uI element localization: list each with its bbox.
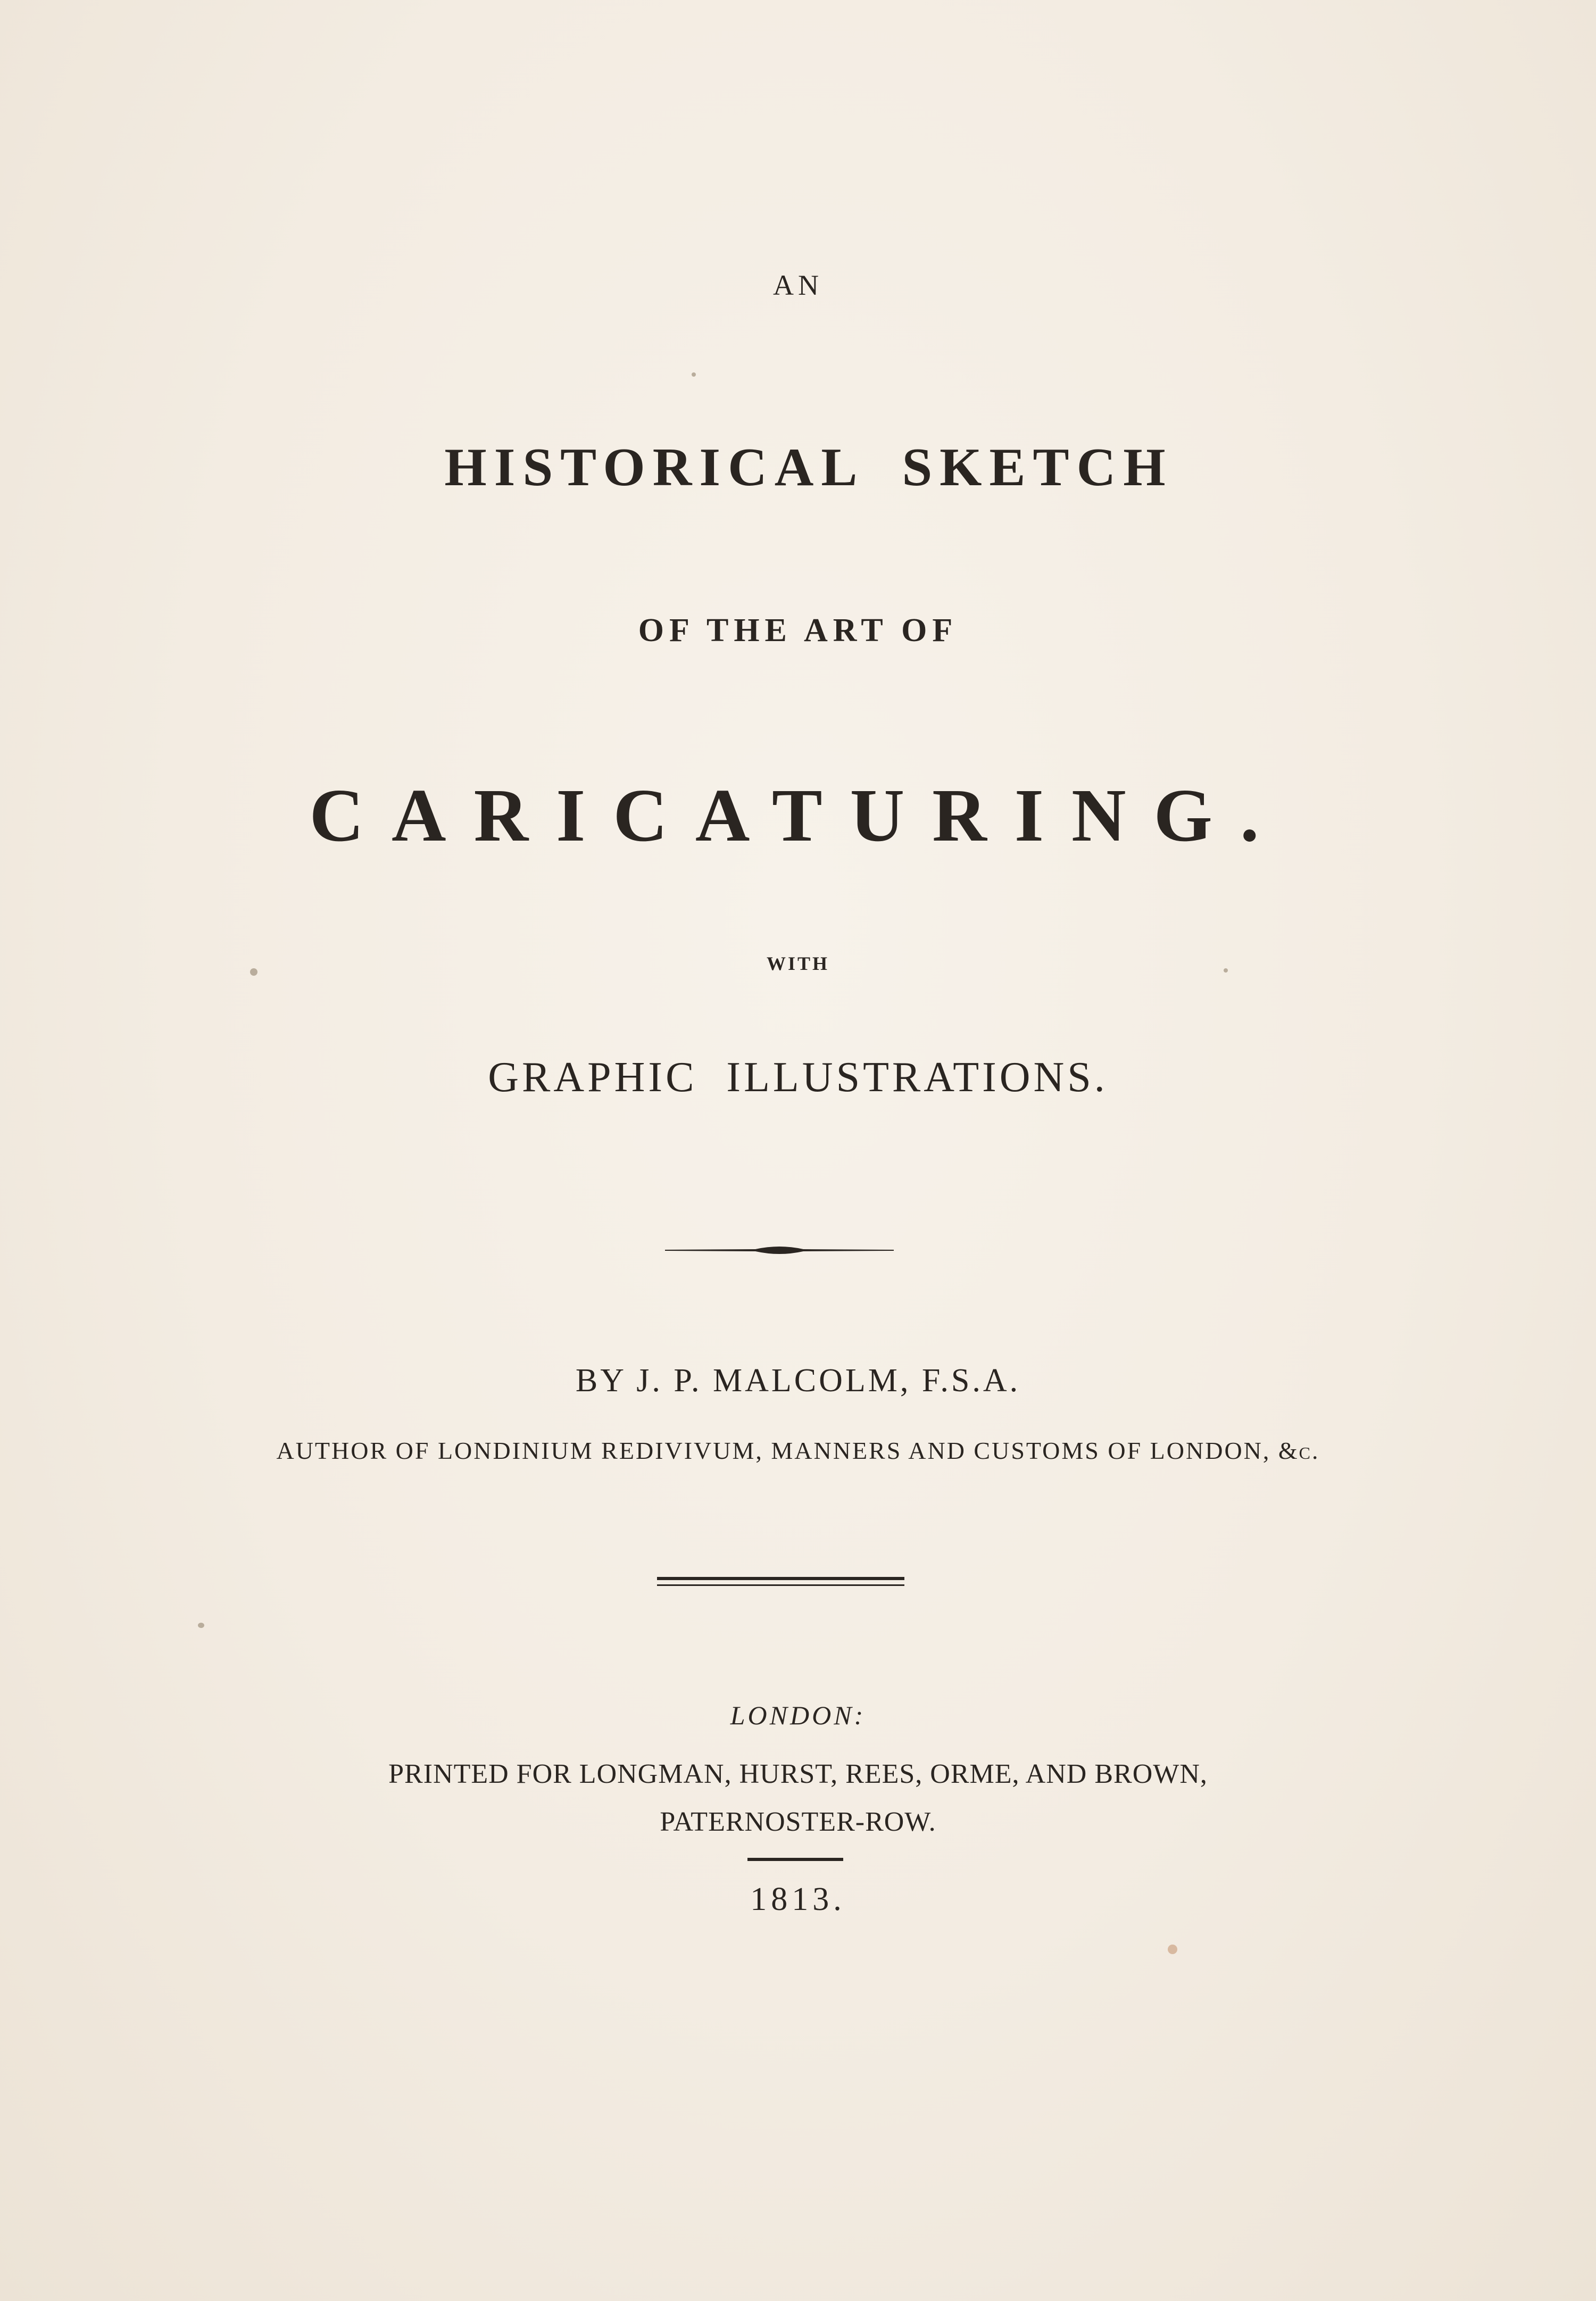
paper-speck [1168,1945,1177,1954]
title-illustrations: ILLUSTRATIONS. [726,1054,1108,1101]
title-historical: HISTORICAL [444,437,865,497]
title-caricaturing: CARICATURING. [309,773,1287,857]
imprint-street: PATERNOSTER-ROW. [660,1807,936,1837]
double-rule [657,1575,904,1591]
ornamental-rule [665,1240,894,1261]
title-graphic-illustrations [0,1053,1596,1102]
paper-speck [692,372,696,377]
title-historical-sketch [0,436,1596,499]
author-works-line: AUTHOR OF LONDINIUM REDIVIVUM, MANNERS AND CUSTOMS OF LONDON, &c. [276,1437,1320,1464]
title-of-the-art-of: OF THE ART OF [638,612,958,649]
paper-speck [198,1623,204,1628]
imprint-year: 1813. [750,1881,846,1917]
author-byline: BY J. P. MALCOLM, F.S.A. [575,1363,1021,1399]
year-rule [747,1858,843,1861]
imprint-printed-for: PRINTED FOR LONGMAN, HURST, REES, ORME, AND BROWN, [388,1759,1208,1789]
title-an: AN [773,269,823,301]
imprint-city: LONDON: [730,1700,866,1730]
title-with: WITH [766,953,830,974]
title-graphic: GRAPHIC [488,1054,697,1101]
title-sketch: SKETCH [902,437,1173,497]
